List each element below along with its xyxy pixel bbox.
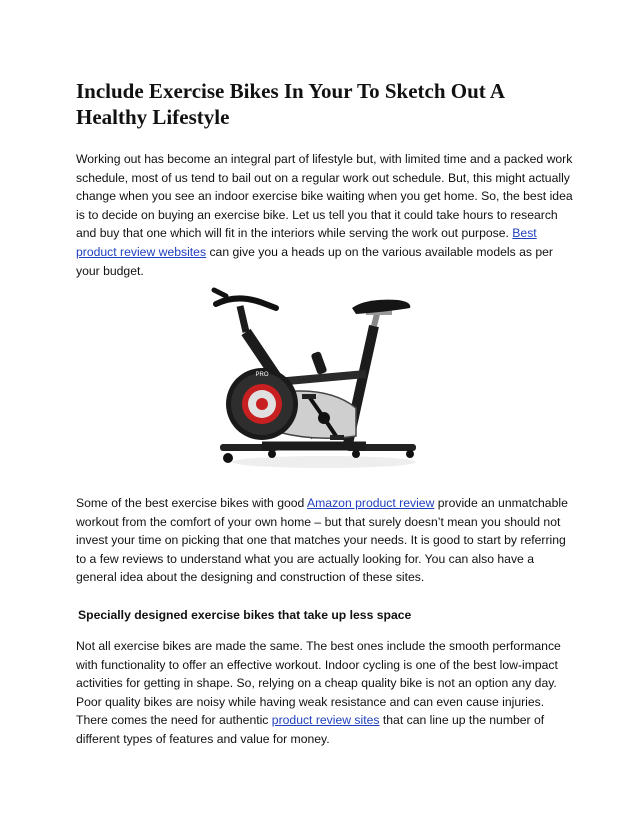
third-text-before: Not all exercise bikes are made the same. The best ones include the smooth performance with functionality to offer an effective workout. Indoor cycling is one of the best low-impact activities for getting in shape. So, relying on a cheap quality bike is not an option any day. Poor quality bikes are noisy while having weak resistance and can even cause injuries. There comes the need for authentic [76,639,561,728]
third-text-after: that can line up the number of different types of features and value for money. [76,713,545,746]
product-review-sites-link[interactable]: product review sites [271,713,380,728]
second-text-after: provide an unmatchable workout from the comfort of your own home – but that surely doesn’t mean you should not invest your time on picking that one that matches your needs. It is good to start by referring to a few reviews to understand what you are actually looking for. You can also have a general idea about the designing and construction of these sites. [76,496,568,585]
intro-text-after: can give you a heads up on the various available models as per your budget. [76,244,553,278]
section-subheading: Specially designed exercise bikes that take up less space [78,608,412,622]
third-paragraph [76,637,576,749]
article-title: Include Exercise Bikes In Your To Sketch Out A Healthy Lifestyle [76,79,504,129]
second-text-before: Some of the best exercise bikes with good [76,496,308,510]
amazon-product-review-link[interactable]: Amazon product review [307,496,435,510]
exercise-bike-image [206,286,432,476]
intro-paragraph [76,150,576,280]
best-product-review-websites-link[interactable]: Best product review websites [76,226,537,259]
intro-text: Working out has become an integral part of lifestyle but, with limited time and a packed work schedule, most of us tend to bail out on a regular work out schedule. But, this might actually change when you see an indoor exercise bike waiting when you get home. So, the best idea is to decide on buying an exercise bike. Let us tell you that it could take hours to research and buy that one which will fit in the interiors while serving the work out purpose. [76,152,573,241]
flywheel-brand-text: PRO [255,372,269,378]
second-paragraph [76,494,576,587]
